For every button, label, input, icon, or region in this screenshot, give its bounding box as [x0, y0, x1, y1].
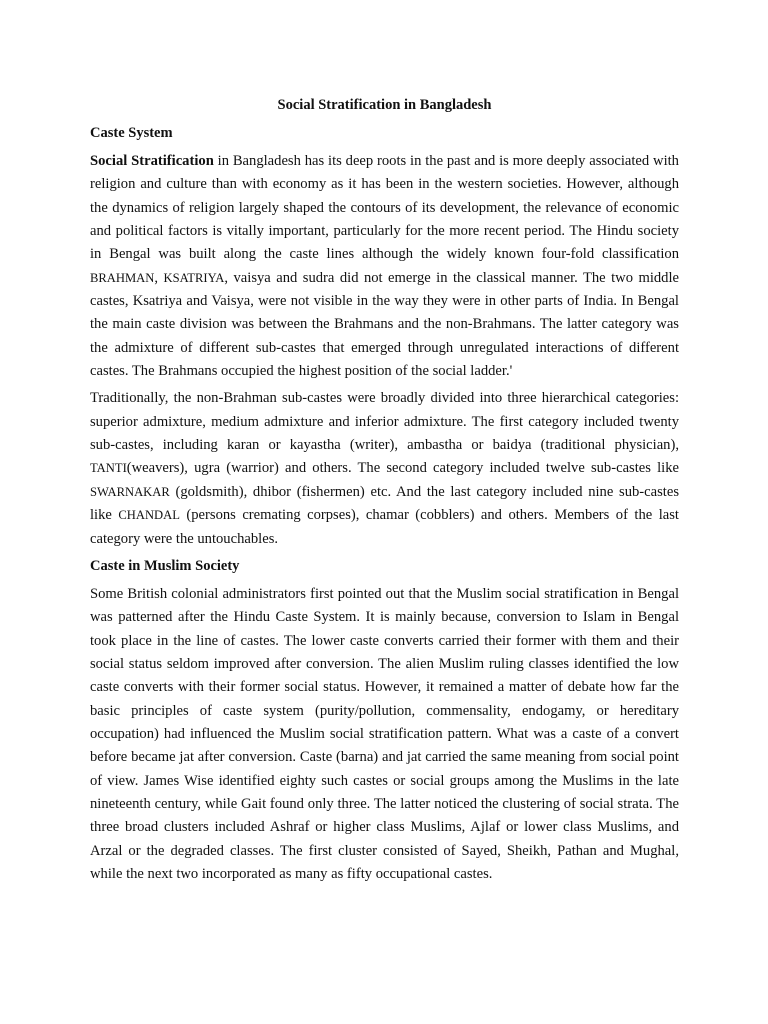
paragraph-muslim-caste: Some British colonial administrators first pointed out that the Muslim social stratification in Bengal was patterned after the Hindu Caste System. It is mainly because, conversion to Islam in Bengal took place in the line of castes. The lower caste converts carried their former with them and their social status seldom improved after conversion. The alien Muslim ruling classes identified the low caste converts with their former social status. However, it remained a matter of debate how far the basic principles of caste system (purity/pollution, commensality, endogamy, or hereditary occupation) had influenced the Muslim social stratification pattern. What was a caste of a convert before became jat after conversion. Caste (barna) and jat carried the same meaning from social point of view. James Wise identified eighty such castes or social groups among the Muslims in the late nineteenth century, while Gait found only three. The latter noticed the clustering of social strata. The three broad clusters included Ashraf or higher class Muslims, Ajlaf or lower class Muslims, and Arzal or the degraded classes. The first cluster consisted of Sayed, Sheikh, Pathan and Mughal, while the next two incorporated as many as fifty occupational castes.: [90, 585, 679, 882]
term-swarnakar[interactable]: SWARNAKAR: [90, 484, 170, 499]
term-brahman[interactable]: BRAHMAN: [90, 270, 155, 285]
term-chandal[interactable]: CHANDAL: [118, 508, 180, 523]
section-heading-caste-in-muslim-society: Caste in Muslim Society: [90, 557, 240, 574]
page-title: Social Stratification in Bangladesh: [277, 97, 492, 113]
term-ksatriya[interactable]: KSATRIYA: [163, 270, 225, 285]
bold-term-social-stratification[interactable]: Social Stratification: [90, 153, 214, 169]
paragraph-sub-castes: Traditionally, the non-Brahman sub-castes were broadly divided into three hierarchical categories: superior admixture, medium admixture and inferior admixture. The first category included twenty sub-castes, including karan or kayastha (writer), ambastha or baidya (traditional physician), TANTI(weavers), ugra (warrior) and others. The second category included twelve sub-castes like SWARNAKAR (goldsmith), dhibor (fishermen) etc. And the last category included nine sub-castes like CHANDAL (persons cremating corpses), chamar (cobblers) and others. Members of the last category were the untouchables.: [90, 390, 679, 547]
section-heading-caste-system: Caste System: [90, 125, 173, 141]
term-tanti[interactable]: TANTI: [90, 461, 127, 476]
paragraph-caste-system-intro: Social Stratification in Bangladesh has its deep roots in the past and is more deeply associated with religion and culture than with economy as it has been in the western societies. However, although the dynamics of religion largely shaped the contours of its development, the relevance of economic and political factors is vitally important, particularly for the more recent period. The Hindu society in Bengal was built along the caste lines although the widely known four-fold classification BRAHMAN, KSATRIYA, vaisya and sudra did not emerge in the classical manner. The two middle castes, Ksatriya and Vaisya, were not visible in the way they were in other parts of India. In Bengal the main caste division was between the Brahmans and the non-Brahmans. The latter category was the admixture of different sub-castes that emerged through unregulated interactions of different castes. The Brahmans occupied the highest position of the social ladder.': [90, 153, 680, 380]
document-page: [90, 94, 679, 890]
